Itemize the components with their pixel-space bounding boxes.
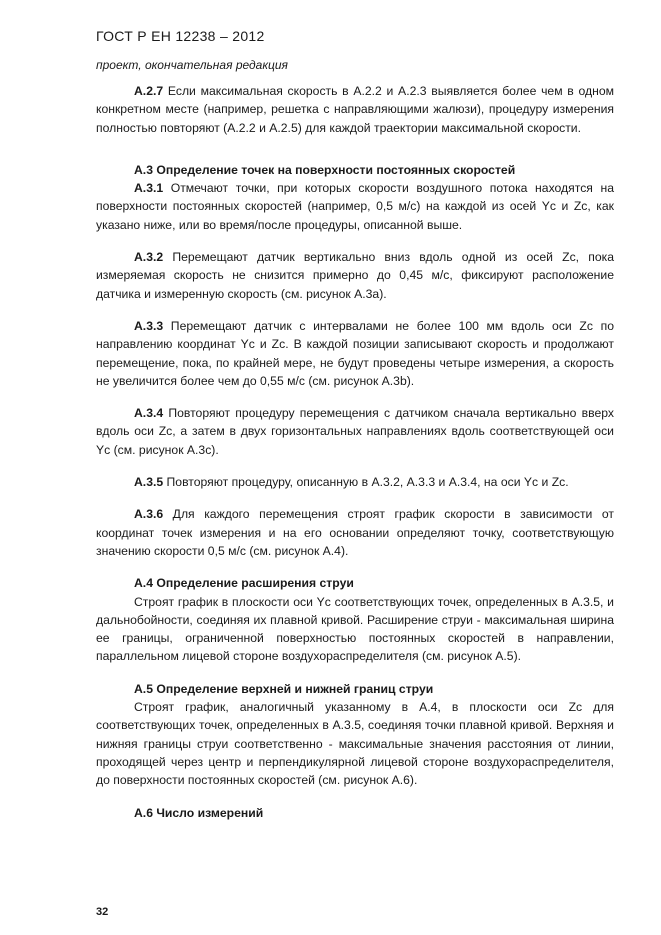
- section-heading-a3: А.3 Определение точек на поверхности постоянных скоростей: [134, 162, 516, 177]
- paragraph-a34: [96, 404, 614, 459]
- clause-text: Если максимальная скорость в А.2.2 и А.2.3 выявляется более чем в одном конкретном месте (например, решетка с направляющими жалюзи), процедуру измерения полностью повторяют (А.2.2 и А.2.5) для каждой траектории максимальной скорости.: [96, 84, 614, 135]
- clause-text: Отмечают точки, при которых скорости воздушного потока находятся на поверхности постоянных скоростей (например, 0,5 м/с) на каждой из осей Yc и Zc, как указано ниже, или во время/после процедуры, описанной выше.: [96, 181, 614, 232]
- clause-number: А.3.3: [134, 318, 164, 333]
- clause-number: А.3.4: [134, 406, 164, 421]
- paragraph-a36: [96, 505, 614, 560]
- section-heading-a4: А.4 Определение расширения струи: [134, 576, 354, 591]
- paragraph-a31: [96, 179, 614, 234]
- spacer: [96, 151, 614, 161]
- clause-number: А.2.7: [134, 84, 164, 98]
- clause-number: А.3.5: [134, 475, 164, 490]
- document-code: ГОСТ Р ЕН 12238 – 2012: [96, 28, 265, 44]
- paragraph-a4: Строят график в плоскости оси Yc соответствующих точек, определенных в А.3.5, и дальнобойности, соединяя их плавной кривой. Расширение струи - максимальная ширина ее границы, ограниченной поверхностью постоянных скоростей в направлении, параллельном лицевой стороне воздухораспределителя (см. рисунок А.5).: [96, 594, 614, 664]
- clause-text: Перемещают датчик вертикально вниз вдоль одной из осей Zc, пока измеряемая скорость не снизится примерно до 0,45 м/с, фиксируют расположение датчика и измеренную скорость (см. рисунок А.3а).: [96, 250, 614, 301]
- paragraph-a35: [96, 473, 614, 491]
- clause-text: Повторяют процедуру, описанную в А.3.2, А.3.3 и А.3.4, на оси Yc и Zc.: [163, 475, 569, 490]
- section-heading-a6: А.6 Число измерений: [134, 805, 264, 820]
- document-body: [96, 82, 614, 822]
- paragraph-a5: Строят график, аналогичный указанному в А.4, в плоскости оси Zc для соответствующих точек, определенных в А.3.5, соединяя точки плавной кривой. Верхняя и нижняя границы струи соответственно - максимальные значения расстояния от линии, проходящей через центр и перпендикулярной лицевой стороне воздухораспределителя, до поверхности постоянных скоростей (см. рисунок А.6).: [96, 700, 614, 788]
- clause-text: Для каждого перемещения строят график скорости в зависимости от координат точек измерения и на его основании определяют точку, соответствующую значению скорости 0,5 м/с (см. рисунок А.4).: [96, 507, 614, 558]
- clause-text: Повторяют процедуру перемещения с датчиком сначала вертикально вверх вдоль оси Zc, а затем в двух горизонтальных направлениях вдоль соответствующей оси Yc (см. рисунок А.3с).: [96, 406, 614, 457]
- draft-status: проект, окончательная редакция: [96, 58, 288, 72]
- clause-number: А.3.6: [134, 507, 164, 522]
- paragraph-a27: [96, 82, 614, 137]
- paragraph-a32: [96, 248, 614, 303]
- clause-number: А.3.1: [134, 181, 164, 196]
- clause-number: А.3.2: [134, 250, 164, 265]
- paragraph-a33: [96, 317, 614, 390]
- page-number: 32: [96, 906, 109, 918]
- section-heading-a5: А.5 Определение верхней и нижней границ струи: [134, 681, 434, 696]
- clause-text: Перемещают датчик с интервалами не более 100 мм вдоль оси Zc по направлению координат Yc и Zc. В каждой позиции записывают скорость и продолжают перемещение, пока, по крайней мере, не будут проведены четыре измерения, а скорость не увеличится более чем до 0,55 м/с (см. рисунок А.3b).: [96, 318, 614, 388]
